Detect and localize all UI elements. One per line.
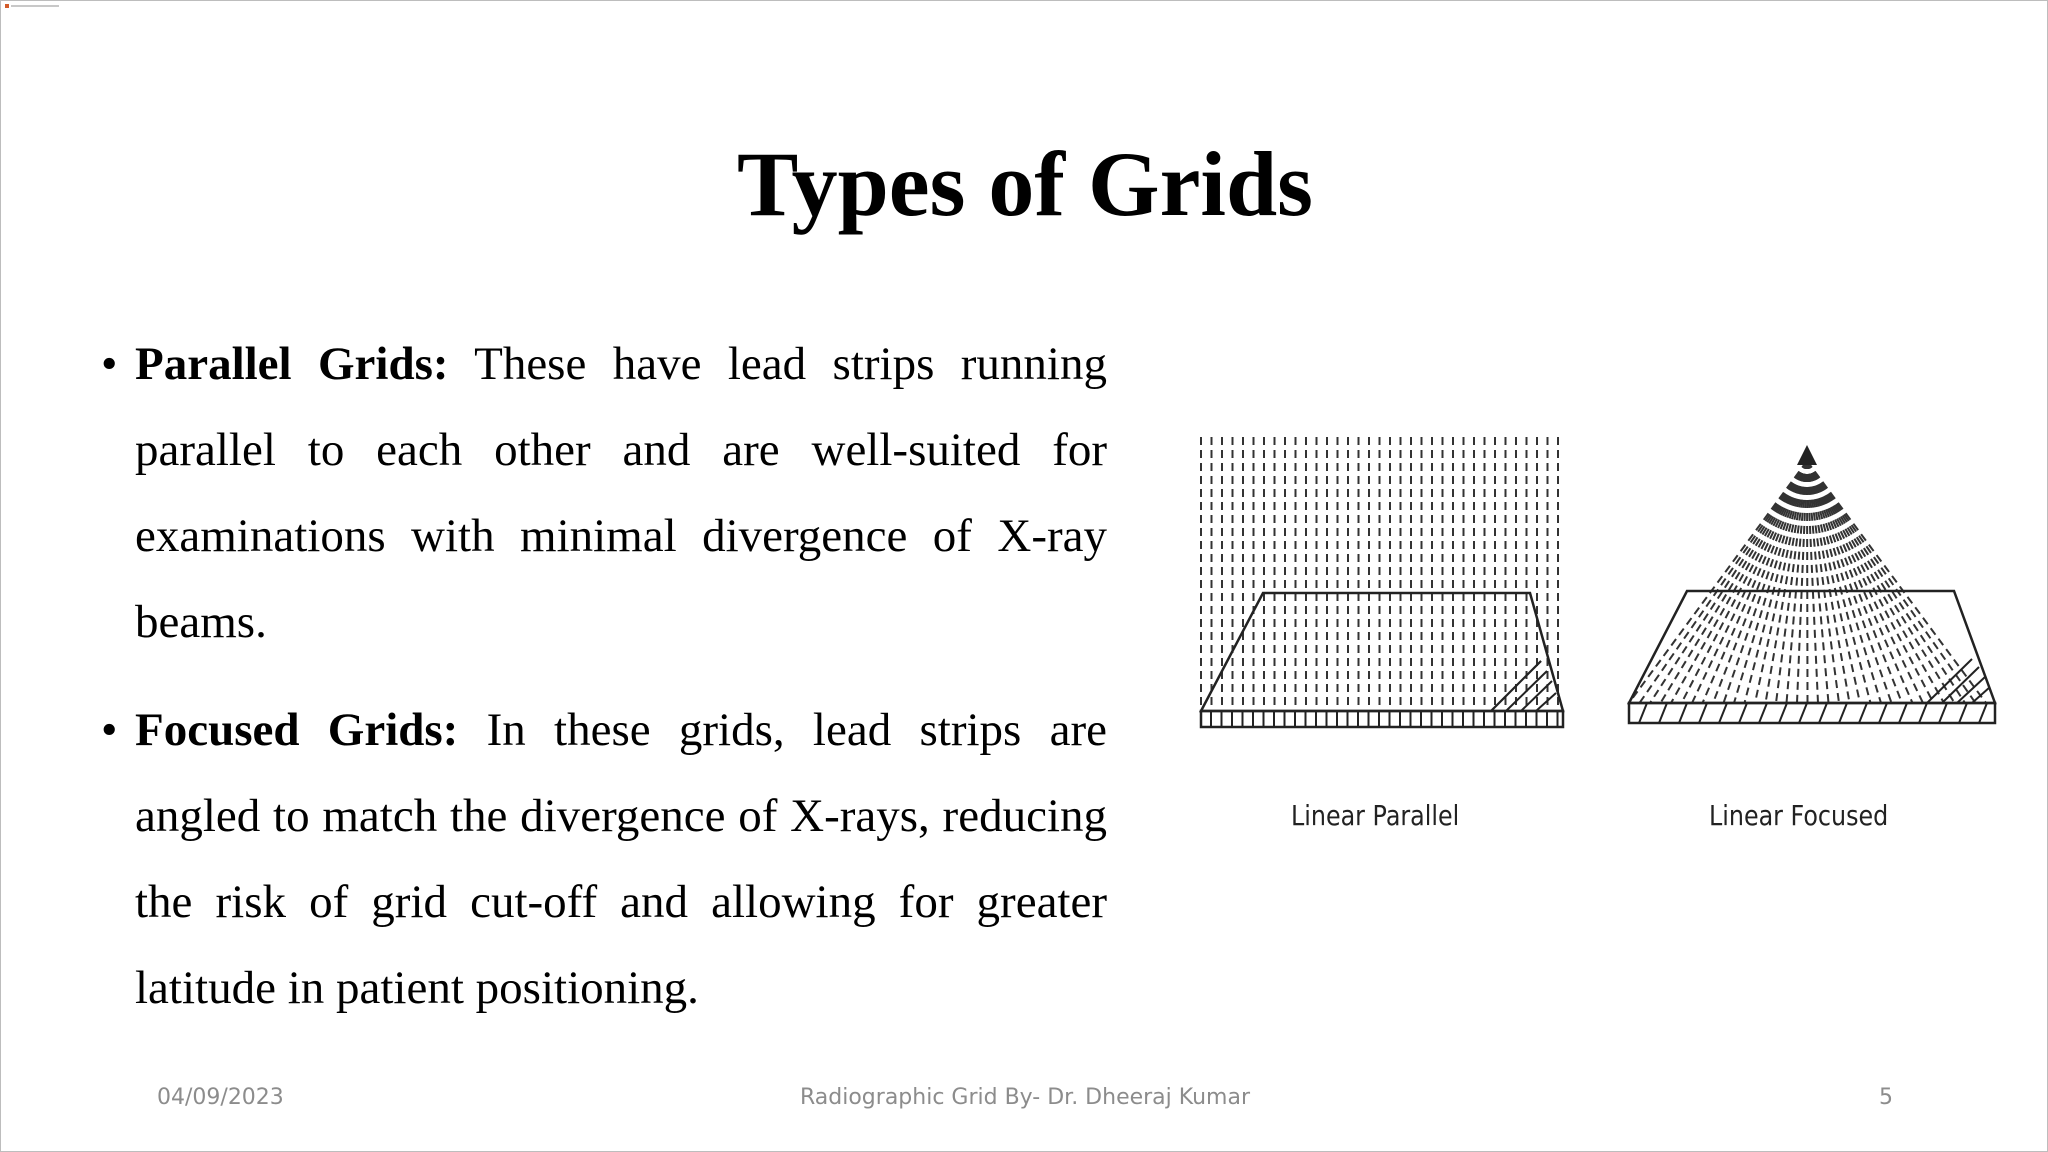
focused-base-strip [1679,703,1687,723]
focused-ray-line [1650,461,1807,703]
focused-grid-outline [1629,591,1995,703]
focused-ray-line [1724,461,1808,703]
grid-diagram-figure [1191,431,2011,851]
focused-base-strip [1639,703,1647,723]
caption-linear-parallel: Linear Parallel [1291,799,1460,832]
bullet-text: These have lead strips running parallel to each other and are well-suited for examinations with minimal divergence of X-ray beams. [135,338,1107,648]
bullet-list [101,321,1107,1053]
focal-point [1797,445,1817,465]
slide-title: Types of Grids [737,133,1313,235]
caption-linear-focused: Linear Focused [1709,799,1889,832]
focused-ray-line [1807,461,1976,703]
focused-base-strip [1959,703,1967,723]
focused-base-strip [1979,703,1987,723]
linear-focused-diagram [1629,445,1995,723]
focused-base-strip [1699,703,1707,723]
focused-ray-line [1807,461,1965,703]
focused-base-strip [1819,703,1827,723]
focused-ray-line [1661,461,1808,703]
bullet-text: In these grids, lead strips are angled to match the divergence of X-rays, reducing the risk of grid cut-off and allowing for greater latitude in patient positioning. [135,704,1107,1014]
focused-ray-line [1807,461,1902,703]
focused-x-ray-lines [1629,461,1986,703]
linear-parallel-diagram [1201,437,1563,727]
focused-base-strip [1659,703,1667,723]
focused-base-strip [1759,703,1767,723]
focused-base-strips [1639,703,1987,723]
grid-diagram [1191,431,2011,751]
focused-ray-line [1713,461,1807,703]
bullet-heading: Parallel Grids: [135,338,449,390]
focused-ray-line [1807,461,1892,703]
focused-base-strip [1779,703,1787,723]
footer-date: 04/09/2023 [157,1085,284,1110]
focused-base-strip [1859,703,1867,723]
bullet-dot-icon: • [101,704,118,756]
parallel-base-strips [1211,711,1558,727]
focused-ray-line [1797,461,1807,703]
focused-ray-line [1807,461,1923,703]
focused-ray-line [1807,461,1808,703]
focused-ray-line [1692,461,1807,703]
bullet-dot-icon: • [101,338,118,390]
bullet-focused-grids [101,687,1107,1031]
focused-base-strip [1799,703,1807,723]
bullet-parallel-grids [101,321,1107,665]
focused-base-strip [1939,703,1947,723]
focused-base-strip [1839,703,1847,723]
focused-base-strip [1919,703,1927,723]
parallel-x-ray-lines [1201,437,1558,711]
focused-base-strip [1739,703,1747,723]
app-indicator-icon [5,4,59,8]
bullet-heading: Focused Grids: [135,704,459,756]
focused-ray-line [1807,461,1871,703]
parallel-grid-base [1201,711,1563,727]
footer-title: Radiographic Grid By- Dr. Dheeraj Kumar [799,1085,1250,1110]
focused-ray-line [1807,461,1818,703]
parallel-cutaway-hatch [1491,661,1556,711]
focused-base-strip [1719,703,1727,723]
slide-number: 5 [1879,1085,1893,1110]
focused-base-strip [1879,703,1887,723]
focused-base-strip [1899,703,1907,723]
